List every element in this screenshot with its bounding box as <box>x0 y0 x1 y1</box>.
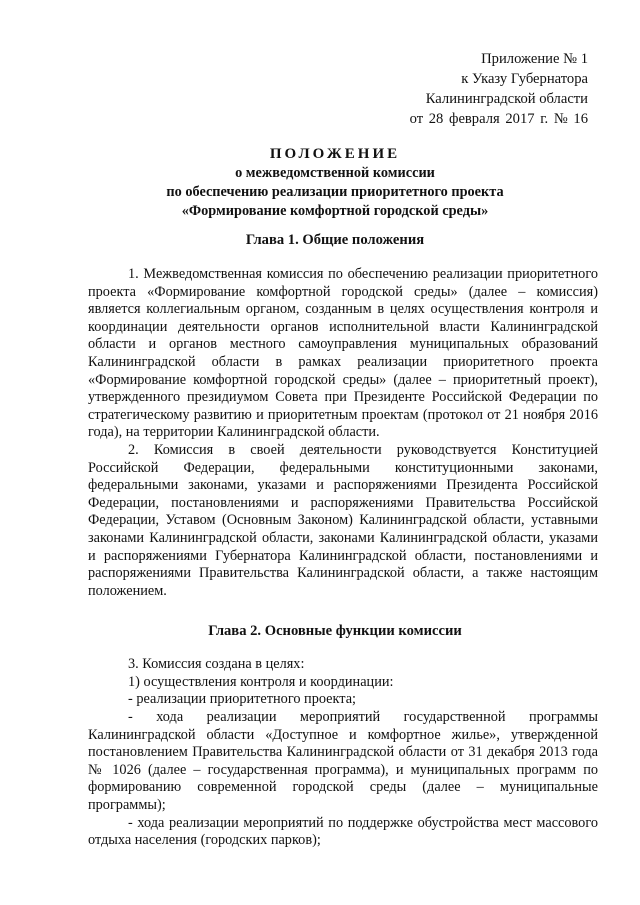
document-title <box>80 145 590 221</box>
dash-item-3: - хода реализации мероприятий по поддержке обустройства мест массового отдыха населения (городских парков); <box>88 814 598 849</box>
paragraph-2: 2. Комиссия в своей деятельности руководствуется Конституцией Российской Федерации, федеральными конституционными законами, федеральными законами, указами и распоряжениями Президента Российской Федерации, постановлениями и распоряжениями Правительства Российской Федерации, Уставом (Основным Законом) Калининградской области, уставными законами Калининградской области, законами Калининградской области, указами и распоряжениями Губернатора Калининградской области, постановлениями и распоряжениями Правительства Калининградской области, а также настоящим положением. <box>88 441 598 599</box>
appendix-header <box>328 49 588 129</box>
list-item-1: 1) осуществления контроля и координации: <box>128 673 394 690</box>
appendix-region: Калининградской области <box>425 91 588 107</box>
appendix-number: Приложение № 1 <box>481 51 588 67</box>
title-line-3: «Формирование комфортной городской среды» <box>181 203 489 219</box>
chapter-2-intro <box>88 656 598 709</box>
title-line-1: о межведомственной комиссии <box>235 165 435 181</box>
paragraph-1: 1. Межведомственная комиссия по обеспечению реализации приоритетного проекта «Формирование комфортной городской среды» (далее – комиссия) является коллегиальным органом, созданным в целях осуществления контроля и координации деятельности органов исполнительной власти Калининградской области и органов местного самоуправления муниципальных образований Калининградской области в рамках реализации приоритетного проекта «Формирование комфортной городской среды» (далее – приоритетный проект), утвержденного президиумом Совета при Президенте Российской Федерации по стратегическому развитию и приоритетным проектам (протокол от 21 ноября 2016 года), на территории Калининградской области. <box>88 266 598 441</box>
dash-item-2: - хода реализации мероприятий государственной программы Калининградской области «Доступное и комфортное жилье», утвержденной постановлением Правительства Калининградской области от 31 декабря 2013 года № 1026 (далее – государственная программа), и муниципальных программ по формированию современной городской среды (далее – муниципальные программы); <box>88 709 598 813</box>
chapter-2-heading: Глава 2. Основные функции комиссии <box>208 623 462 639</box>
appendix-date: от 28 февраля 2017 г. № 16 <box>409 111 588 127</box>
title-main: ПОЛОЖЕНИЕ <box>269 146 401 162</box>
chapter-1-heading: Глава 1. Общие положения <box>245 232 425 248</box>
title-line-2: по обеспечению реализации приоритетного проекта <box>166 184 504 200</box>
chapter-2-body <box>88 709 598 850</box>
appendix-decree-ref: к Указу Губернатора <box>461 71 588 87</box>
paragraph-3: 3. Комиссия создана в целях: <box>128 656 305 672</box>
dash-item-1: - реализации приоритетного проекта; <box>128 691 357 708</box>
chapter-1-body <box>88 266 598 600</box>
